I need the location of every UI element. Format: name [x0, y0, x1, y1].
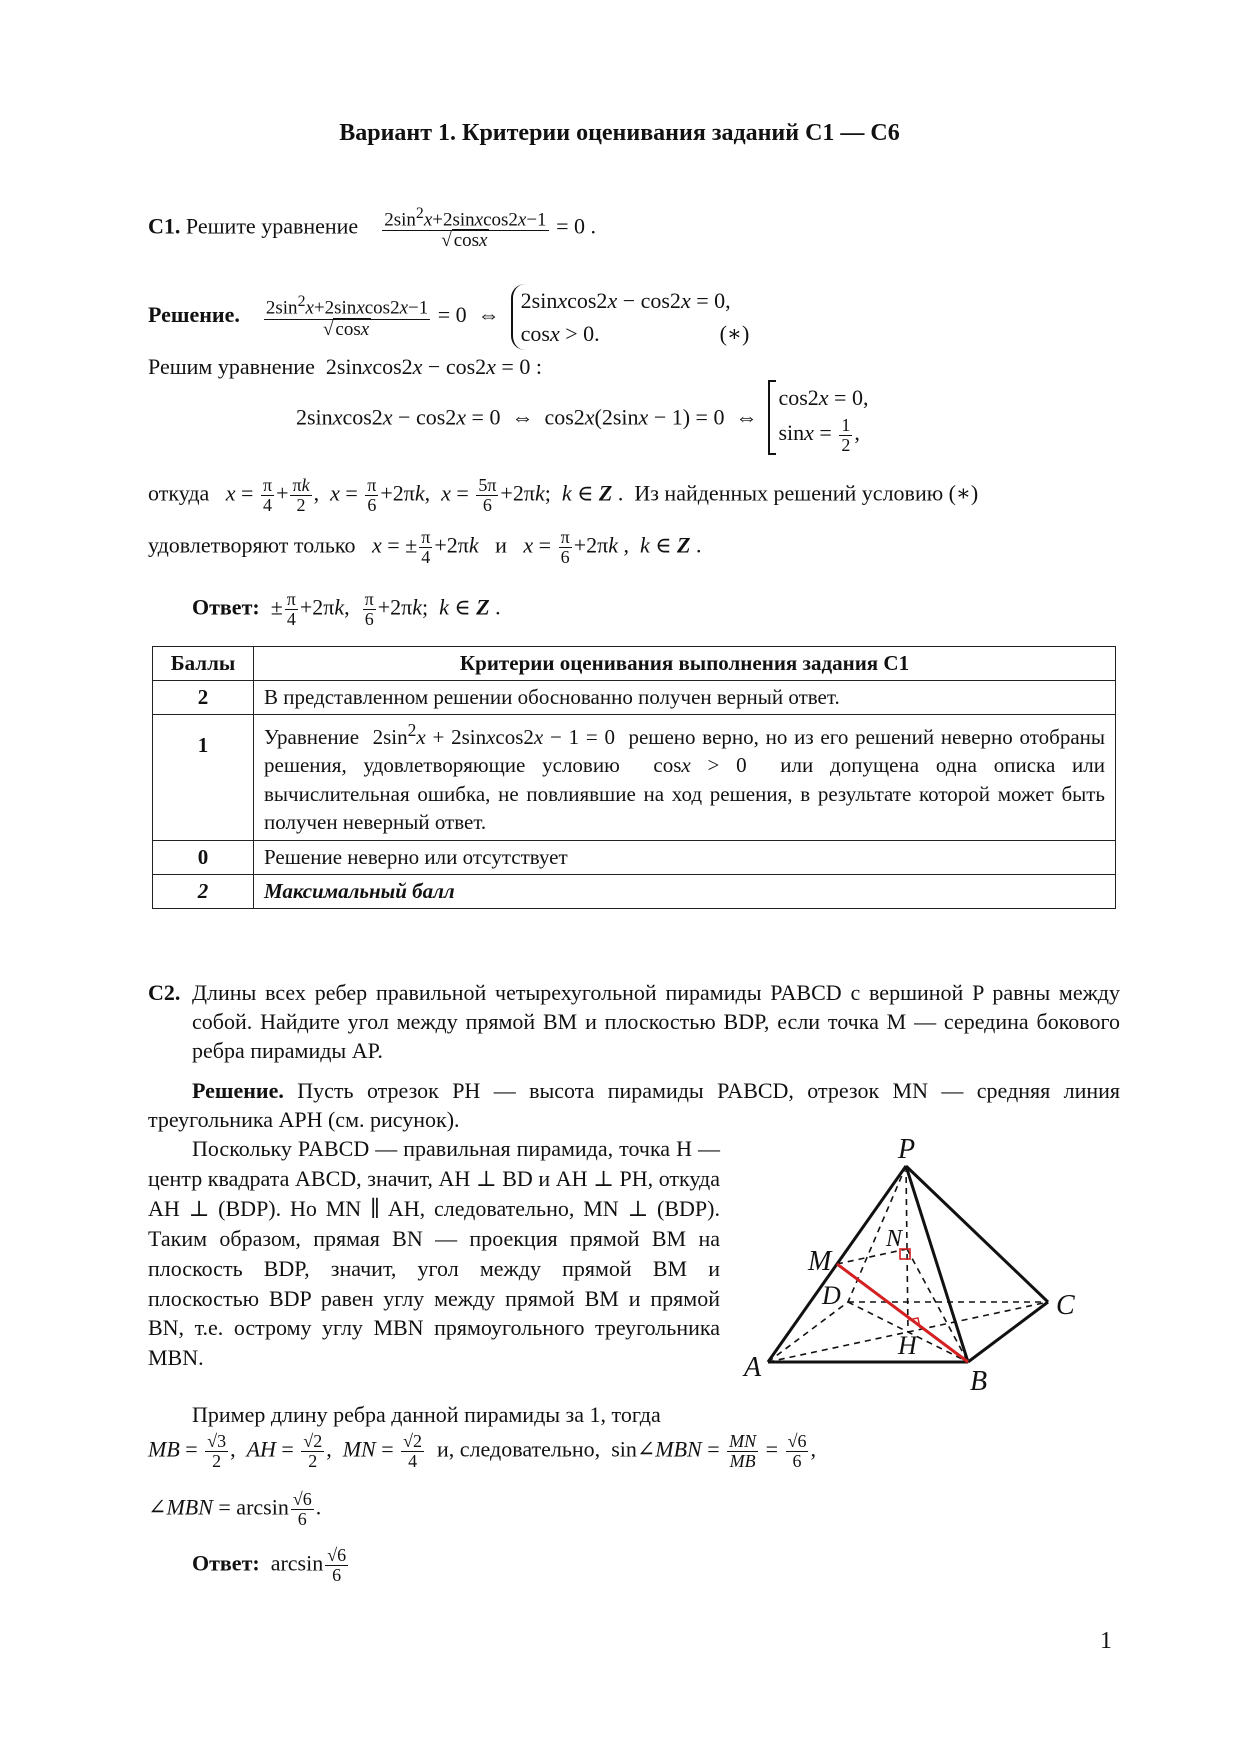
c2-label: С2.	[148, 980, 181, 1005]
c2-angle-line: ∠MBN = arcsin $\frac{√6}{6}$ .	[148, 1489, 322, 1529]
c1-roots: откуда x = $\frac{\pi}{4}$ + $\frac{\pi k}{2}$ , x = $\frac{\pi}{6}$ +2πk, x = $\frac{5\pi}{6}$ +2πk; k ∈ Z . Из найденных решений условию (∗)	[148, 475, 979, 515]
c1-statement: С1. Решите уравнение $\frac{2\sin^2x+2sinxcos2x-1}{√ \cos x}$ = 0 .	[148, 205, 596, 252]
c2-solution-label: Решение.	[192, 1078, 284, 1103]
c2-answer-label: Ответ:	[192, 1550, 260, 1576]
c1-solution-label: Решение.	[148, 302, 240, 328]
table-row	[153, 681, 1116, 715]
table-row	[153, 875, 1116, 909]
table-header-row	[153, 647, 1116, 681]
table-cell-text: Максимальный балл	[254, 875, 1116, 909]
c1-satisfy-1: Из найденных решений условию (∗)	[634, 480, 979, 506]
table-cell-text: Уравнение $2\sin^2x$ + 2sinxcos2x − 1 = 0 решено верно, но из его решений неверно отобраны решения, удовлетворяющие условию cosx > 0 или допущена одна описка или вычислительная ошибка, не повлиявшие на ход решения, в результате которой может быть получен неверный ответ.	[254, 715, 1116, 841]
table-cell-text: Решение неверно или отсутствует	[254, 841, 1116, 875]
row1-text-before: Уравнение	[264, 725, 360, 749]
c2-solution-p3: Пример длину ребра данной пирамиды за 1, тогда	[192, 1402, 661, 1427]
c1-whence: откуда	[148, 480, 210, 506]
criteria-table	[152, 646, 1116, 909]
table-cell-points: 2	[153, 681, 254, 715]
c1-selected-roots: удовлетворяют только x = ± $\frac{\pi}{4}$ +2πk и x = $\frac{\pi}{6}$ +2πk , k ∈ Z .	[148, 527, 702, 567]
label-N: N	[886, 1226, 903, 1252]
table-cell-points: 2	[153, 875, 254, 909]
edge-AD	[768, 1302, 848, 1362]
c2-and-so: и, следовательно,	[437, 1436, 601, 1462]
label-M: M	[808, 1246, 832, 1277]
table-header-points: Баллы	[153, 647, 254, 681]
c2-values-line: MB = $\frac{√3}{2}$ , AH = $\frac{√2}{2}$ , MN = $\frac{√2}{4}$ и, следовательно, sin∠MBN = $\frac{MN}{MB}$ = $\frac{√6}{6}$ ,	[148, 1431, 816, 1471]
c1-task-text: Решите уравнение	[185, 213, 359, 239]
c1-answer: Ответ: ± $\frac{\pi}{4}$ +2πk, $\frac{\pi}{6}$ +2πk; k ∈ Z .	[192, 589, 501, 629]
c1-solution-system: Решение. $\frac{2\sin^2x+2sinxcos2x-1}{√ \cos x}$ = 0 ⇔ 2sinxcos2x − cos2x = 0, cosx > 0. (∗)	[148, 284, 749, 350]
row1-text-after: решено верно, но из его решений неверно отобраны решения, удовлетворяющие условию	[264, 725, 1105, 778]
label-P: P	[898, 1136, 916, 1165]
c2-statement	[148, 978, 1120, 1065]
c1-label: С1.	[148, 213, 181, 239]
table-cell-points: 0	[153, 841, 254, 875]
c2-solution-p2: Поскольку PABCD — правильная пирамида, точка H — центр квадрата ABCD, значит, AH ⊥ BD и AH ⊥ PH, откуда AH ⊥ (BDP). Но MN ∥ AH, следовательно, MN ⊥ (BDP). Таким образом, прямая BN — проекция прямой BM на плоскость BDP, значит, угол между прямой BM и плоскостью BDP равен углу между прямой BM и прямой BN, т.е. острому углу MBN прямоугольного треугольника MBN.	[148, 1136, 720, 1371]
c1-and: и	[495, 532, 507, 558]
c1-factoring: 2sinxcos2x − cos2x = 0 ⇔ cos2x(2sinx − 1) = 0 ⇔ cos2x = 0, sinx = $\frac{1}{2}$ ,	[296, 380, 868, 455]
label-A: A	[744, 1352, 762, 1383]
table-cell-points: 1	[153, 715, 254, 841]
table-row	[153, 715, 1116, 841]
label-C: C	[1056, 1290, 1075, 1321]
c2-solution-p1-text: Пусть отрезок PH — высота пирамиды PABCD, отрезок MN — средняя линия треугольника APH (см. рисунок).	[148, 1078, 1121, 1133]
table-header-criteria: Критерии оценивания выполнения задания С1	[254, 647, 1116, 681]
c1-equation: $\frac{2\sin^2x+2sinxcos2x-1}{√ \cos x}$	[384, 205, 547, 252]
table-cell-text: В представленном решении обоснованно получен верный ответ.	[254, 681, 1116, 715]
label-B: B	[970, 1366, 988, 1396]
c1-solve-line: Решим уравнение 2sinxcos2x − cos2x = 0 :	[148, 354, 542, 379]
c1-solve-text: Решим уравнение	[148, 354, 315, 379]
c2-answer: Ответ: arcsin $\frac{√6}{6}$	[192, 1545, 347, 1585]
c2-solution-p1	[148, 1076, 1120, 1134]
page-title: Вариант 1. Критерии оценивания заданий С1 — С6	[339, 120, 900, 146]
table-row	[153, 841, 1116, 875]
c1-satisfy-2: удовлетворяют только	[148, 532, 356, 558]
label-H: H	[898, 1331, 917, 1360]
row1-text-end: или допущена одна описка или вычислительная ошибка, не повлиявшие на ход решения, в результате которой может быть получен неверный ответ.	[264, 753, 1106, 835]
page-number: 1	[1100, 1628, 1112, 1654]
pyramid-figure	[740, 1136, 1100, 1396]
c1-answer-label: Ответ:	[192, 594, 260, 620]
label-D: D	[822, 1281, 841, 1310]
c2-task: Длины всех ребер правильной четырехугольной пирамиды PABCD с вершиной P равны между собой. Найдите угол между прямой BM и плоскостью BDP, если точка M — середина бокового ребра пирамиды AP.	[192, 980, 1120, 1064]
